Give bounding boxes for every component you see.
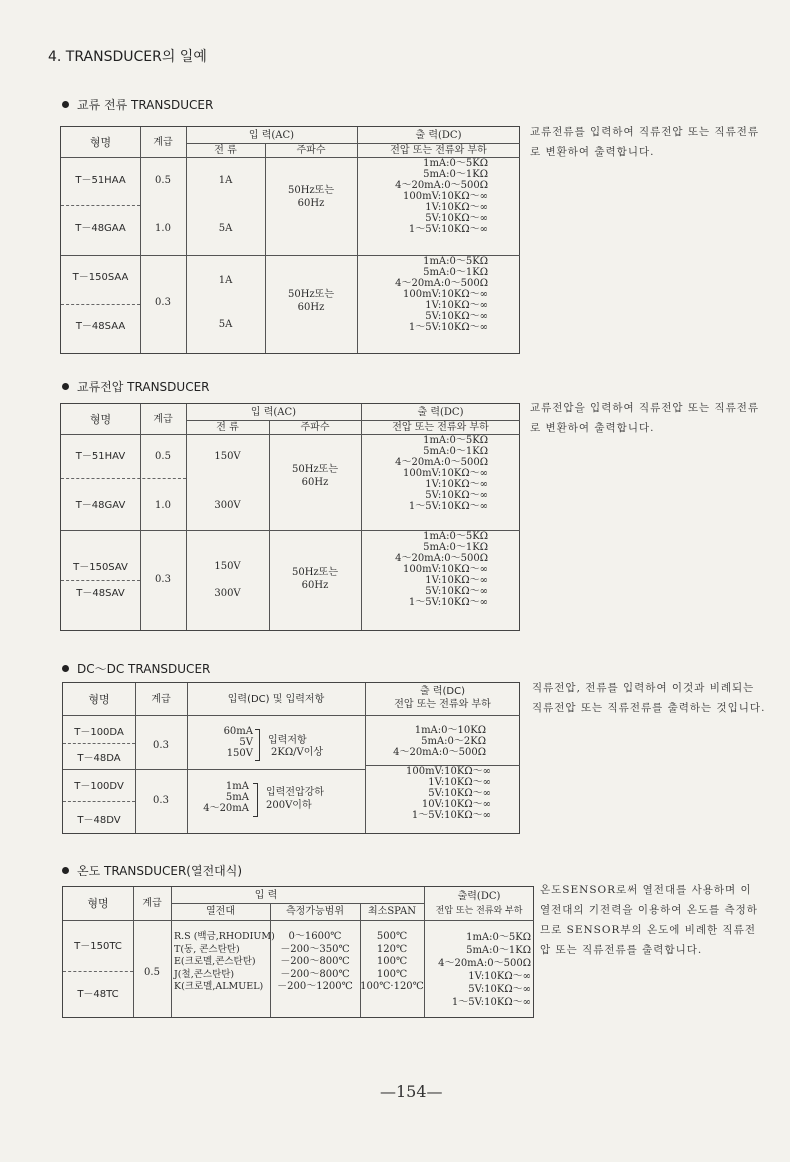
bracket-icon [253,783,258,817]
frequency-cell: 50Hz또는 [287,289,335,300]
model-cell: T－48TC [77,989,119,1000]
page-title: 4. TRANSDUCER의 일예 [48,49,207,65]
current-cell: 5A [218,319,233,330]
header-input: 입력(DC) 및 입력저항 [227,694,325,705]
current-cell: 1A [218,175,233,186]
header-grade: 계급 [142,898,162,909]
header-model: 형명 [89,136,112,149]
input-list: 60mA 5V 150V [223,726,253,759]
header-current: 전 류 [214,145,237,156]
section3-description: 직류전압, 전류를 입력하여 이것과 비례되는 직류전압 또는 직류전류를 출력하는 것입니다. [532,682,766,714]
header-frequency: 주파수 [296,145,326,156]
span-list: 500℃ 120℃ 100℃ 100℃ 100℃·120℃ [360,931,424,992]
header-grade: 계급 [153,137,173,148]
grade-cell: 1.0 [155,500,171,511]
bullet-icon [62,665,69,672]
grade-cell: 1.0 [155,223,171,234]
model-cell: T－48GAV [75,500,126,511]
frequency-cell: 50Hz또는 [291,464,339,475]
header-output: 출 력(DC) [420,686,465,697]
thermocouple-list: R.S (백금,RHODIUM) T(동, 콘스탄탄) E(크로멜,콘스탄탄) J(철,콘스탄탄) K(크로멜,ALMUEL) [174,931,275,992]
header-frequency: 주파수 [300,422,330,433]
grade-cell: 0.5 [144,967,160,978]
output-list: 1mA:0～5KΩ 5mA:0～1KΩ 4～20mA:0～500Ω 1V:10KΩ～∞ 5V:10KΩ～∞ 1～5V:10KΩ～∞ [438,932,531,1008]
bullet-icon [62,867,69,874]
section1-heading [62,96,213,113]
header-output: 출 력(DC) [417,407,464,418]
header-grade: 계급 [153,414,173,425]
voltage-cell: 150V [214,451,241,462]
frequency-cell: 50Hz또는 [287,185,335,196]
output-list: 1mA:0～10KΩ 5mA:0～2KΩ 4～20mA:0～500Ω [393,725,486,758]
bracket-icon [255,729,260,761]
header-model: 형명 [87,897,109,910]
section3-heading-text: DC～DC TRANSDUCER [77,662,211,676]
output-list: 1mA:0～5KΩ 5mA:0～1KΩ 4～20mA:0～500Ω 100mV:10KΩ～∞ 1V:10KΩ～∞ 5V:10KΩ～∞ 1～5V:10KΩ～∞ [395,158,488,235]
header-output-sub: 전압 또는 전류와 부하 [390,145,487,156]
resistance-value: 2KΩ/V이상 [271,747,324,758]
resistance-label: 입력저항 [268,735,307,746]
page-number: —154— [380,1082,443,1101]
model-cell: T－51HAA [75,175,126,186]
range-list: 0～1600℃ －200～350℃ －200～800℃ －200～800℃ －200～1200℃ [277,931,353,992]
header-model: 형명 [88,693,110,706]
header-grade: 계급 [151,694,171,705]
frequency-cell-2: 60Hz [301,477,329,488]
model-cell: T－150SAA [72,272,129,283]
model-cell: T－48DV [77,815,121,826]
table-temperature [62,886,534,1018]
header-span: 최소SPAN [368,906,416,917]
header-thermocouple: 열전대 [206,906,235,917]
frequency-cell: 50Hz또는 [291,567,339,578]
model-cell: T－48DA [77,753,121,764]
section1-heading-text: 교류 전류 TRANSDUCER [77,98,214,112]
current-cell: 5A [218,223,233,234]
section2-description: 교류전압을 입력하여 직류전압 또는 직류전류로 변환하여 출력합니다. [530,402,760,434]
section2-heading [62,378,210,395]
model-cell: T－48SAV [76,588,125,599]
model-cell: T－150SAV [73,562,128,573]
grade-cell: 0.5 [155,451,171,462]
model-cell: T－48GAA [75,223,126,234]
table-dc-dc [62,682,520,834]
model-cell: T－48SAA [75,321,126,332]
section4-description: 온도SENSOR로써 열전대를 사용하며 이 열전대의 기전력을 이용하여 온도를 측정하므로 SENSOR부의 온도에 비례한 직류전압 또는 직류전류를 출력합니다. [540,884,758,956]
header-model: 형명 [89,413,112,426]
frequency-cell-2: 60Hz [297,302,325,313]
section4-heading [62,862,242,879]
current-cell: 1A [218,275,233,286]
grade-cell: 0.3 [155,574,171,585]
grade-cell: 0.3 [155,297,171,308]
bullet-icon [62,383,69,390]
voltage-cell: 150V [214,561,241,572]
table-ac-voltage [60,403,520,631]
header-output: 출력(DC) [457,891,501,902]
table-ac-current [60,126,520,354]
header-output: 출 력(DC) [415,130,462,141]
output-list: 100mV:10KΩ～∞ 1V:10KΩ～∞ 5V:10KΩ～∞ 10V:10KΩ～∞ 1～5V:10KΩ～∞ [406,766,491,821]
model-cell: T－100DA [74,727,124,738]
model-cell: T－150TC [74,941,122,952]
header-input: 입 력(AC) [248,130,295,141]
voltage-drop-value: 200V이하 [266,800,312,811]
section4-heading-text: 온도 TRANSDUCER(열전대식) [77,864,243,878]
header-output-sub: 전압 또는 전류와 부하 [435,906,523,916]
input-list: 1mA 5mA 4～20mA [203,781,249,814]
header-output-sub: 전압 또는 전류와 부하 [392,422,489,433]
voltage-cell: 300V [214,588,241,599]
header-input: 입 력 [254,890,278,901]
grade-cell: 0.3 [153,795,169,806]
frequency-cell-2: 60Hz [297,198,325,209]
bullet-icon [62,101,69,108]
section1-description: 교류전류를 입력하여 직류전압 또는 직류전류로 변환하여 출력합니다. [530,126,760,158]
voltage-cell: 300V [214,500,241,511]
header-output-sub: 전압 또는 전류와 부하 [394,699,491,710]
model-cell: T－51HAV [75,451,126,462]
header-input: 입 력(AC) [250,407,297,418]
header-current: 전 류 [216,422,239,433]
section3-heading [62,660,210,677]
voltage-drop-label: 입력전압강하 [266,787,324,798]
output-list: 1mA:0～5KΩ 5mA:0～1KΩ 4～20mA:0～500Ω 100mV:10KΩ～∞ 1V:10KΩ～∞ 5V:10KΩ～∞ 1～5V:10KΩ～∞ [395,531,488,608]
header-range: 측정가능범위 [286,906,344,917]
grade-cell: 0.3 [153,740,169,751]
output-list: 1mA:0～5KΩ 5mA:0～1KΩ 4～20mA:0～500Ω 100mV:10KΩ～∞ 1V:10KΩ～∞ 5V:10KΩ～∞ 1～5V:10KΩ～∞ [395,435,488,512]
frequency-cell-2: 60Hz [301,580,329,591]
model-cell: T－100DV [74,781,124,792]
grade-cell: 0.5 [155,175,171,186]
output-list: 1mA:0～5KΩ 5mA:0～1KΩ 4～20mA:0～500Ω 100mV:10KΩ～∞ 1V:10KΩ～∞ 5V:10KΩ～∞ 1～5V:10KΩ～∞ [395,256,488,333]
section2-heading-text: 교류전압 TRANSDUCER [77,380,210,394]
